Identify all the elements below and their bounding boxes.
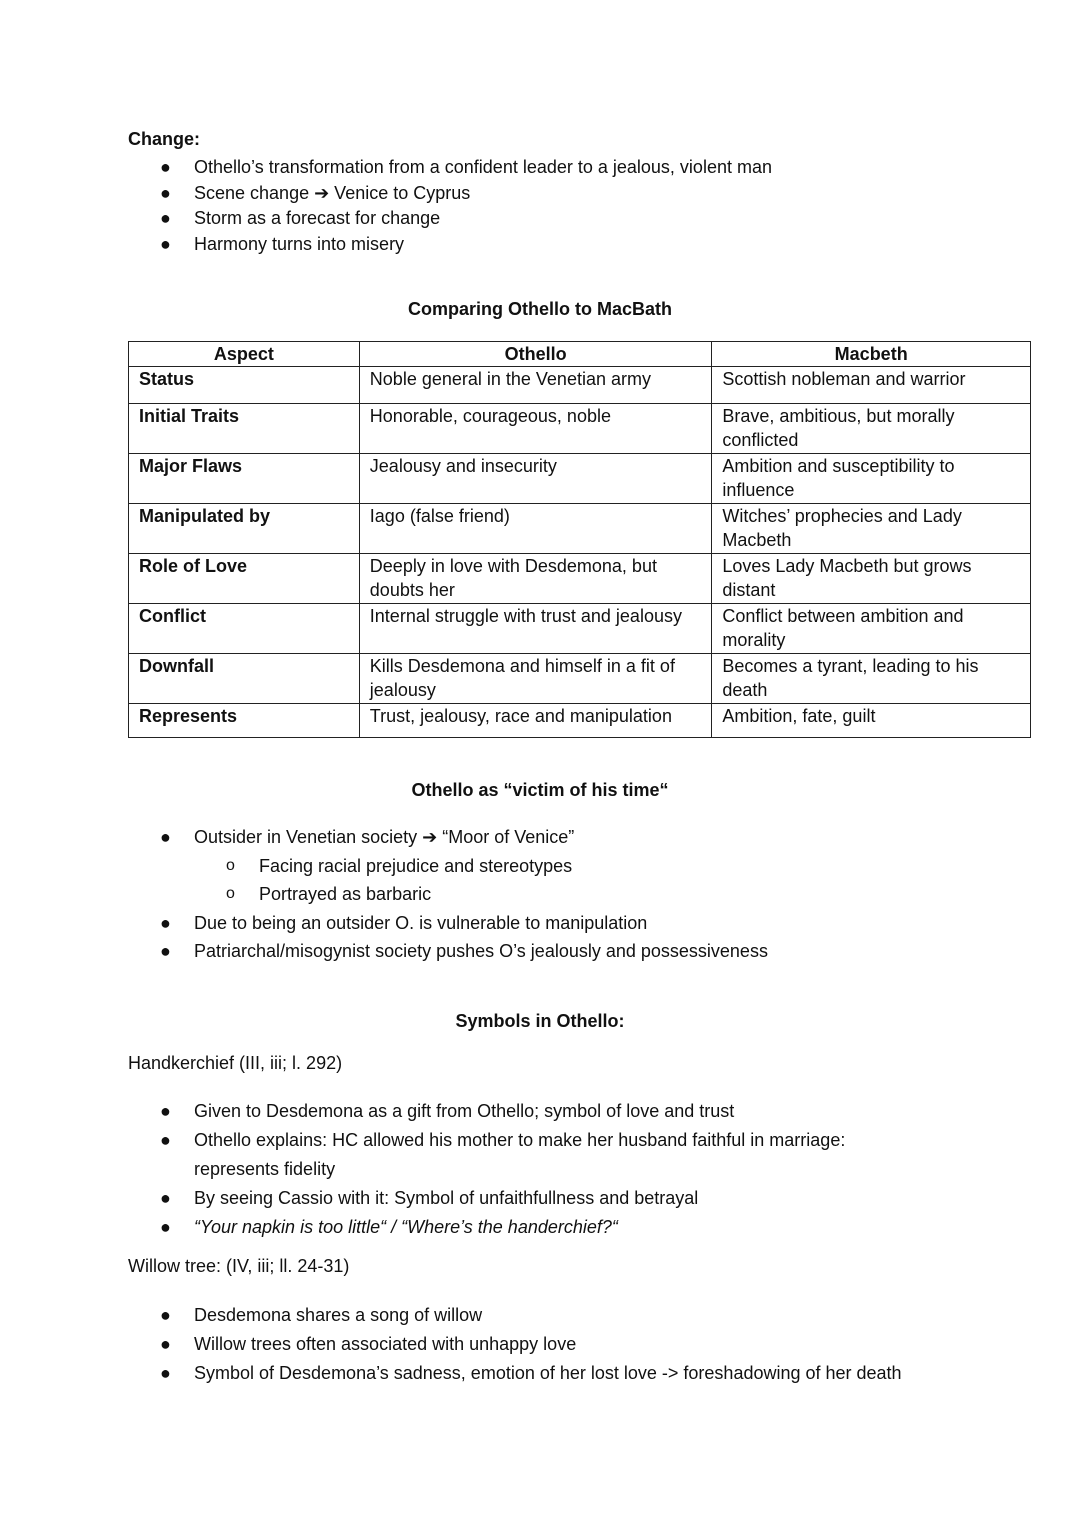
list-item: o Facing racial prejudice and stereotypes xyxy=(128,852,768,881)
cell-macbeth: Ambition and susceptibility to influence xyxy=(712,454,1031,504)
cell-othello: Iago (false friend) xyxy=(359,504,712,554)
victim-title: Othello as “victim of his time“ xyxy=(411,780,669,800)
list-item: ● Desdemona shares a song of willow xyxy=(128,1301,902,1330)
list-item: ● Storm as a forecast for change xyxy=(128,206,772,232)
cell-macbeth: Loves Lady Macbeth but grows distant xyxy=(712,554,1031,604)
cell-macbeth: Becomes a tyrant, leading to his death xyxy=(712,654,1031,704)
table-row xyxy=(129,454,1031,504)
cell-macbeth: Brave, ambitious, but morally conflicted xyxy=(712,404,1031,454)
list-item: ● Harmony turns into misery xyxy=(128,232,772,258)
bullet-icon: ● xyxy=(160,1130,171,1150)
cell-aspect: Status xyxy=(129,367,360,404)
list-item: ● Due to being an outsider O. is vulnerable to manipulation xyxy=(128,909,768,938)
bullet-icon: ● xyxy=(160,1217,171,1237)
bullet-icon: ● xyxy=(160,912,171,933)
table-row xyxy=(129,404,1031,454)
cell-othello: Noble general in the Venetian army xyxy=(359,367,712,404)
cell-macbeth: Scottish nobleman and warrior xyxy=(712,367,1031,404)
cell-othello: Kills Desdemona and himself in a fit of jealousy xyxy=(359,654,712,704)
victim-list xyxy=(128,823,768,966)
table-header-row xyxy=(129,342,1031,367)
handkerchief-label: Handkerchief (III, iii; l. 292) xyxy=(128,1053,343,1073)
symbols-title: Symbols in Othello: xyxy=(455,1011,625,1031)
bullet-icon: ● xyxy=(160,208,171,229)
cell-othello: Deeply in love with Desdemona, but doubts her xyxy=(359,554,712,604)
column-header-aspect: Aspect xyxy=(129,342,360,367)
cell-aspect: Initial Traits xyxy=(129,404,360,454)
table-row xyxy=(129,504,1031,554)
list-item: ● “Your napkin is too little“ / “Where’s the handerchief?“ xyxy=(128,1213,845,1242)
list-item: ● Othello explains: HC allowed his mother to make her husband faithful in marriage: represents fidelity xyxy=(128,1126,845,1184)
list-item: ● Othello’s transformation from a confident leader to a jealous, violent man xyxy=(128,155,772,181)
sub-bullet-icon: o xyxy=(226,856,235,874)
sub-bullet-icon: o xyxy=(226,885,235,903)
bullet-icon: ● xyxy=(160,827,171,847)
comparison-title: Comparing Othello to MacBath xyxy=(407,299,672,319)
change-list xyxy=(128,155,772,258)
list-item: ● Scene change ➔ Venice to Cyprus xyxy=(128,181,772,207)
bullet-icon: ● xyxy=(160,941,171,962)
list-item: ● By seeing Cassio with it: Symbol of unfaithfullness and betrayal xyxy=(128,1184,845,1213)
list-item: ● Outsider in Venetian society ➔ “Moor of Venice” xyxy=(128,823,768,852)
cell-othello: Honorable, courageous, noble xyxy=(359,404,712,454)
comparison-table xyxy=(128,341,1031,738)
list-item: o Portrayed as barbaric xyxy=(128,880,768,909)
change-heading: Change: xyxy=(128,129,200,149)
cell-othello: Jealousy and insecurity xyxy=(359,454,712,504)
cell-aspect: Conflict xyxy=(129,604,360,654)
bullet-icon: ● xyxy=(160,182,171,203)
cell-aspect: Role of Love xyxy=(129,554,360,604)
bullet-icon: ● xyxy=(160,1334,171,1354)
cell-othello: Internal struggle with trust and jealousy xyxy=(359,604,712,654)
list-item: ● Given to Desdemona as a gift from Othello; symbol of love and trust xyxy=(128,1097,845,1126)
handkerchief-list xyxy=(128,1097,845,1242)
bullet-icon: ● xyxy=(160,1101,171,1121)
bullet-icon: ● xyxy=(160,157,171,177)
list-item: ● Willow trees often associated with unhappy love xyxy=(128,1330,902,1359)
table-row xyxy=(129,367,1031,404)
cell-aspect: Represents xyxy=(129,704,360,738)
cell-macbeth: Conflict between ambition and morality xyxy=(712,604,1031,654)
cell-macbeth: Ambition, fate, guilt xyxy=(712,704,1031,738)
cell-othello: Trust, jealousy, race and manipulation xyxy=(359,704,712,738)
willow-list xyxy=(128,1301,902,1388)
bullet-icon: ● xyxy=(160,1363,171,1383)
willow-label: Willow tree: (IV, iii; ll. 24-31) xyxy=(128,1256,350,1276)
cell-aspect: Major Flaws xyxy=(129,454,360,504)
list-item: ● Patriarchal/misogynist society pushes O’s jealously and possessiveness xyxy=(128,937,768,966)
table-row xyxy=(129,654,1031,704)
table-row xyxy=(129,554,1031,604)
table-row xyxy=(129,604,1031,654)
bullet-icon: ● xyxy=(160,1305,171,1325)
bullet-icon: ● xyxy=(160,1188,171,1208)
cell-aspect: Manipulated by xyxy=(129,504,360,554)
column-header-othello: Othello xyxy=(359,342,712,367)
cell-aspect: Downfall xyxy=(129,654,360,704)
cell-macbeth: Witches’ prophecies and Lady Macbeth xyxy=(712,504,1031,554)
column-header-macbeth: Macbeth xyxy=(712,342,1031,367)
bullet-icon: ● xyxy=(160,234,171,255)
list-item: ● Symbol of Desdemona’s sadness, emotion of her lost love -> foreshadowing of her death xyxy=(128,1359,902,1388)
table-row xyxy=(129,704,1031,738)
